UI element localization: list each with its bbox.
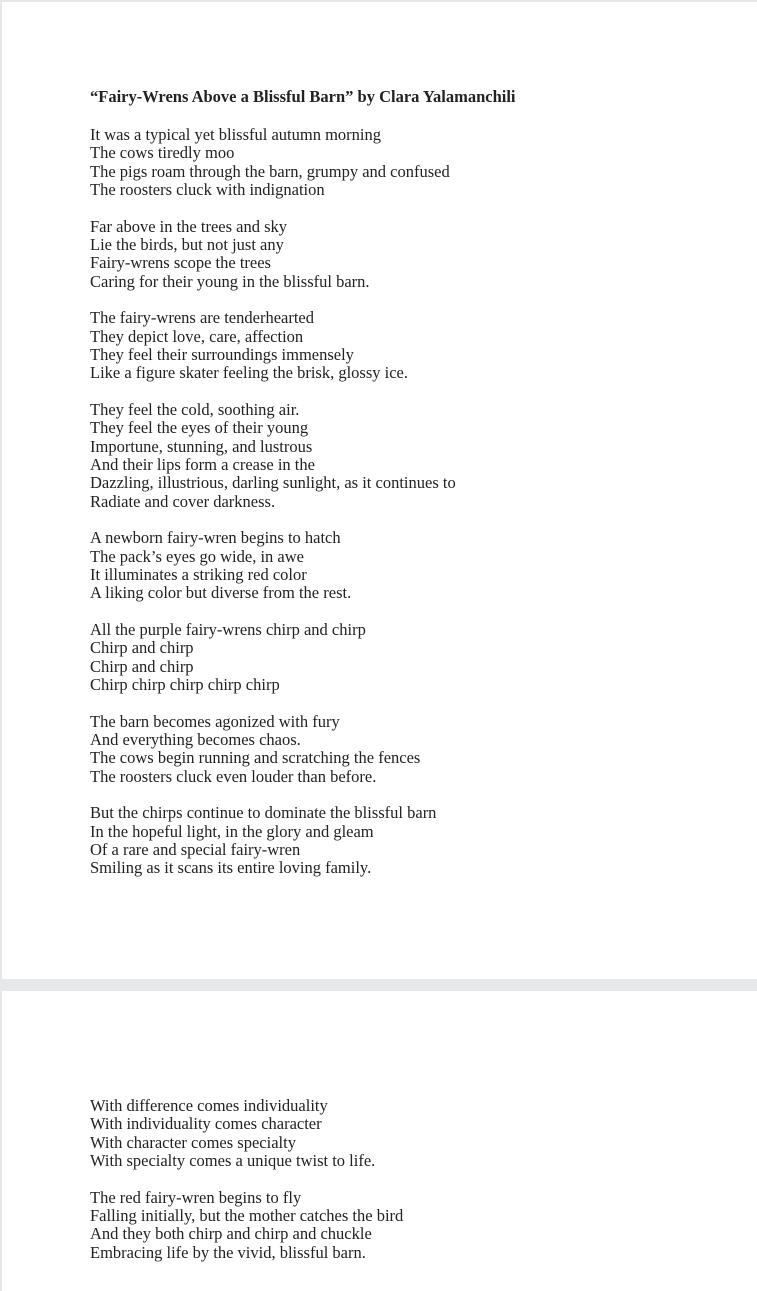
page-1-content xyxy=(90,86,737,896)
poem-title: “Fairy-Wrens Above a Blissful Barn” by Clara Yalamanchili xyxy=(90,87,516,106)
document-page-2 xyxy=(2,991,757,1291)
poem-line: Radiate and cover darkness. xyxy=(90,491,276,511)
poem-line: The red fairy-wren begins to fly xyxy=(90,1187,302,1207)
document-page-1 xyxy=(2,2,757,979)
poem-line: All the purple fairy-wrens chirp and chirp xyxy=(90,620,366,640)
stanza xyxy=(90,401,737,511)
poem-line: Fairy-wrens scope the trees xyxy=(90,253,271,273)
poem-line: Importune, stunning, and lustrous xyxy=(90,436,313,456)
poem-line: With individuality comes character xyxy=(90,1114,322,1134)
stanza xyxy=(90,1097,737,1170)
poem-line: The fairy-wrens are tenderhearted xyxy=(90,308,314,328)
poem-line: Dazzling, illustrious, darling sunlight, as it continues to xyxy=(90,473,456,493)
poem-line: Chirp and chirp xyxy=(90,656,194,676)
poem-line: In the hopeful light, in the glory and gleam xyxy=(90,821,374,841)
poem-line: They depict love, care, affection xyxy=(90,326,304,346)
poem-line: And their lips form a crease in the xyxy=(90,454,315,474)
poem-line: The roosters cluck with indignation xyxy=(90,179,325,199)
poem-line: A liking color but diverse from the rest. xyxy=(90,583,352,603)
poem-line: The cows begin running and scratching the fences xyxy=(90,748,421,768)
poem-line: A newborn fairy-wren begins to hatch xyxy=(90,528,341,548)
stanza xyxy=(90,1189,737,1262)
poem-line: But the chirps continue to dominate the blissful barn xyxy=(90,803,437,823)
poem-line: The roosters cluck even louder than before. xyxy=(90,766,377,786)
poem-line: Far above in the trees and sky xyxy=(90,216,288,236)
poem-line: They feel the eyes of their young xyxy=(90,418,309,438)
poem-line: With specialty comes a unique twist to life. xyxy=(90,1150,376,1170)
poem-line: It was a typical yet blissful autumn morning xyxy=(90,125,381,144)
poem-line: It illuminates a striking red color xyxy=(90,564,307,584)
page-2-stanzas xyxy=(90,1097,737,1262)
poem-line: And everything becomes chaos. xyxy=(90,730,301,750)
poem-line: The pack’s eyes go wide, in awe xyxy=(90,546,304,566)
stanza xyxy=(90,218,737,291)
stanza xyxy=(90,804,737,877)
poem-line: With character comes specialty xyxy=(90,1132,296,1152)
poem-line: Smiling as it scans its entire loving family. xyxy=(90,858,372,878)
poem-line: Falling initially, but the mother catches the bird xyxy=(90,1205,404,1225)
page-1-stanzas xyxy=(90,126,737,878)
poem-line: They feel the cold, soothing air. xyxy=(90,400,300,420)
poem-line: And they both chirp and chirp and chuckle xyxy=(90,1224,372,1244)
poem-line: With difference comes individuality xyxy=(90,1096,328,1115)
poem-line: The pigs roam through the barn, grumpy and confused xyxy=(90,161,450,181)
stanza xyxy=(90,621,737,694)
stanza xyxy=(90,309,737,382)
poem-line: Caring for their young in the blissful barn. xyxy=(90,271,370,291)
poem-line: The cows tiredly moo xyxy=(90,143,235,163)
poem-line: Chirp and chirp xyxy=(90,638,194,658)
poem-line: The barn becomes agonized with fury xyxy=(90,711,340,731)
stanza xyxy=(90,529,737,602)
poem-line: They feel their surroundings immensely xyxy=(90,344,354,364)
stanza xyxy=(90,713,737,786)
stanza xyxy=(90,126,737,199)
poem-line: Chirp chirp chirp chirp chirp xyxy=(90,674,280,694)
page-2-content xyxy=(90,1097,737,1280)
poem-line: Of a rare and special fairy-wren xyxy=(90,840,301,859)
poem-line: Like a figure skater feeling the brisk, glossy ice. xyxy=(90,363,408,383)
poem-line: Lie the birds, but not just any xyxy=(90,234,284,254)
poem-line: Embracing life by the vivid, blissful barn. xyxy=(90,1242,366,1262)
